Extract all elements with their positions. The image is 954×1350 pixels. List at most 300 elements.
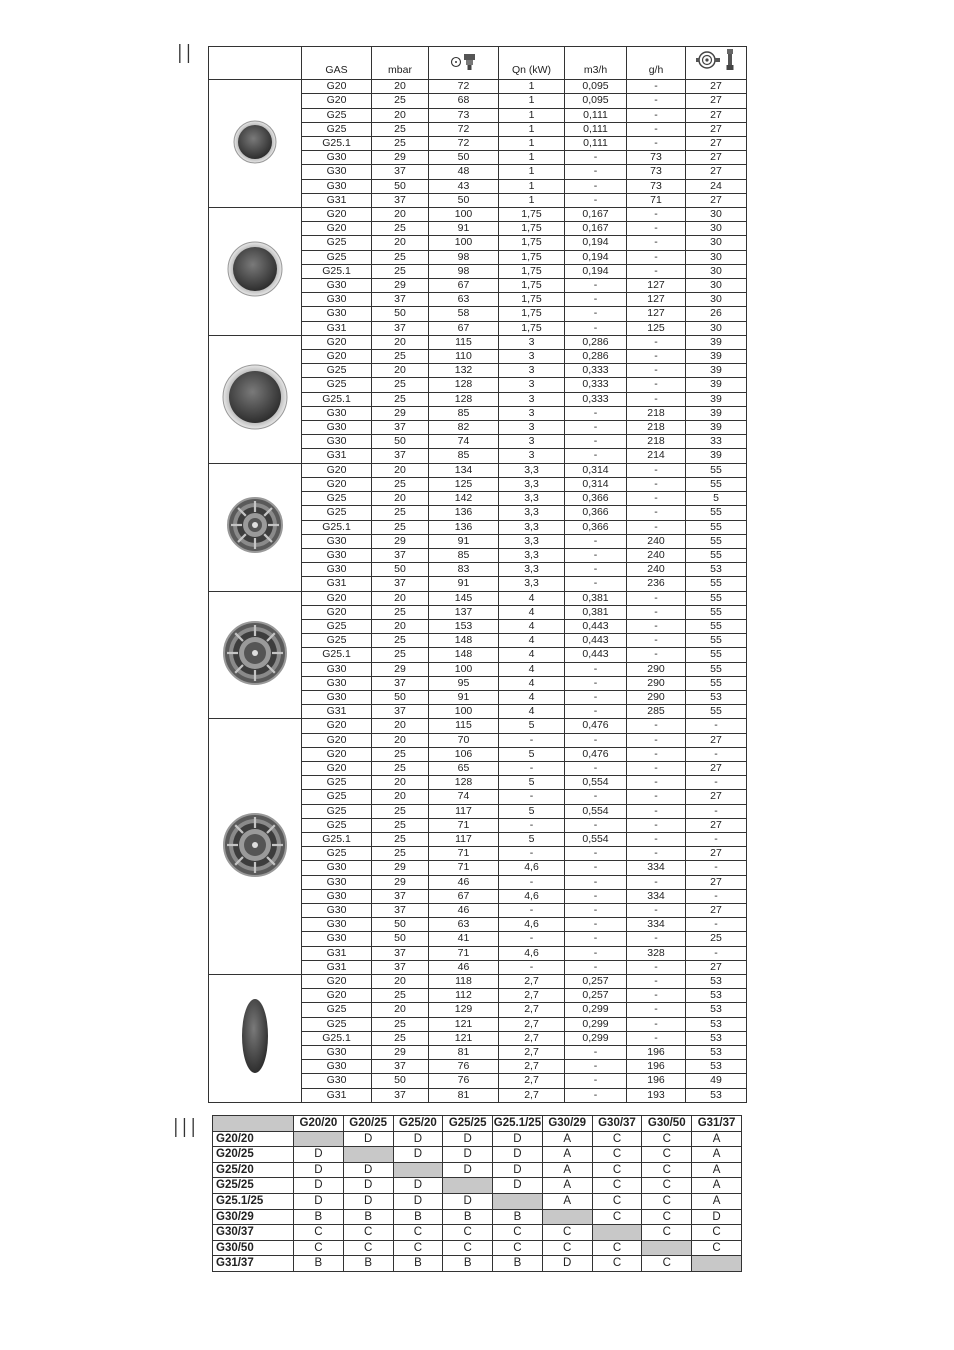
table-cell: 3,3 bbox=[499, 520, 565, 534]
table-cell: 3 bbox=[499, 435, 565, 449]
table-cell: 73 bbox=[429, 108, 499, 122]
table-cell: 55 bbox=[686, 520, 747, 534]
table-cell: 53 bbox=[686, 1017, 747, 1031]
table-cell: 4,6 bbox=[499, 861, 565, 875]
table-cell: 3,3 bbox=[499, 492, 565, 506]
table-cell: 128 bbox=[429, 378, 499, 392]
table-cell: 25 bbox=[372, 648, 429, 662]
conversion-cell: C bbox=[592, 1131, 642, 1147]
conversion-column-header: G30/29 bbox=[542, 1116, 592, 1132]
table-cell: G20 bbox=[302, 975, 372, 989]
table-cell: 117 bbox=[429, 804, 499, 818]
table-cell: 3 bbox=[499, 392, 565, 406]
table-cell: 1,75 bbox=[499, 293, 565, 307]
table-cell: - bbox=[565, 903, 627, 917]
table-cell: 24 bbox=[686, 179, 747, 193]
table-cell: 50 bbox=[372, 918, 429, 932]
conversion-column-header: G20/25 bbox=[343, 1116, 393, 1132]
table-cell: 0,443 bbox=[565, 634, 627, 648]
conversion-cell: B bbox=[294, 1209, 344, 1225]
table-cell: 1 bbox=[499, 137, 565, 151]
table-cell: 0,366 bbox=[565, 506, 627, 520]
table-cell: 236 bbox=[627, 577, 686, 591]
table-cell: 37 bbox=[372, 960, 429, 974]
table-cell: 2,7 bbox=[499, 1003, 565, 1017]
table-cell: - bbox=[499, 932, 565, 946]
table-cell: 1,75 bbox=[499, 236, 565, 250]
table-cell: 20 bbox=[372, 790, 429, 804]
table-cell: - bbox=[627, 790, 686, 804]
table-cell: 83 bbox=[429, 563, 499, 577]
conversion-cell: D bbox=[393, 1178, 443, 1194]
conversion-cell: A bbox=[542, 1193, 592, 1209]
table-cell: G31 bbox=[302, 321, 372, 335]
table-cell: G30 bbox=[302, 1046, 372, 1060]
table-cell: 118 bbox=[429, 975, 499, 989]
conversion-corner bbox=[213, 1116, 294, 1132]
conversion-diagonal-cell bbox=[542, 1209, 592, 1225]
table-cell: - bbox=[627, 506, 686, 520]
table-cell: 110 bbox=[429, 350, 499, 364]
table-cell: - bbox=[627, 605, 686, 619]
table-cell: 25 bbox=[372, 832, 429, 846]
table-cell: 25 bbox=[372, 477, 429, 491]
table-cell: 112 bbox=[429, 989, 499, 1003]
table-cell: - bbox=[565, 406, 627, 420]
table-cell: 76 bbox=[429, 1074, 499, 1088]
table-cell: 2,7 bbox=[499, 975, 565, 989]
header-qn: Qn (kW) bbox=[499, 47, 565, 80]
table-cell: 1 bbox=[499, 122, 565, 136]
conversion-cell: A bbox=[692, 1193, 742, 1209]
table-cell: 0,554 bbox=[565, 804, 627, 818]
table-cell: 85 bbox=[429, 548, 499, 562]
conversion-row-header: G25.1/25 bbox=[213, 1193, 294, 1209]
table-cell: 72 bbox=[429, 137, 499, 151]
table-cell: 29 bbox=[372, 151, 429, 165]
table-cell: 25 bbox=[372, 350, 429, 364]
table-cell: G30 bbox=[302, 932, 372, 946]
table-cell: 0,333 bbox=[565, 392, 627, 406]
table-cell: 2,7 bbox=[499, 1031, 565, 1045]
table-cell: 218 bbox=[627, 435, 686, 449]
table-cell: 53 bbox=[686, 1003, 747, 1017]
table-cell: - bbox=[565, 861, 627, 875]
table-cell: 49 bbox=[686, 1074, 747, 1088]
conversion-row-header: G31/37 bbox=[213, 1256, 294, 1272]
table-cell: - bbox=[627, 1017, 686, 1031]
table-cell: - bbox=[627, 236, 686, 250]
table-cell: - bbox=[565, 946, 627, 960]
table-cell: G25.1 bbox=[302, 1031, 372, 1045]
table-cell: 129 bbox=[429, 1003, 499, 1017]
table-cell: 29 bbox=[372, 861, 429, 875]
table-cell: G30 bbox=[302, 421, 372, 435]
table-cell: - bbox=[565, 932, 627, 946]
conversion-cell: B bbox=[443, 1256, 493, 1272]
conversion-cell: C bbox=[343, 1240, 393, 1256]
table-cell: 25 bbox=[372, 1031, 429, 1045]
conversion-cell: D bbox=[493, 1131, 543, 1147]
table-cell: 100 bbox=[429, 705, 499, 719]
conversion-row bbox=[213, 1162, 742, 1178]
table-cell: 71 bbox=[627, 193, 686, 207]
table-cell: 4,6 bbox=[499, 889, 565, 903]
table-cell: 1,75 bbox=[499, 264, 565, 278]
table-cell: - bbox=[686, 946, 747, 960]
table-cell: 25 bbox=[372, 137, 429, 151]
table-cell: 37 bbox=[372, 676, 429, 690]
table-cell: - bbox=[627, 350, 686, 364]
conversion-cell: C bbox=[393, 1240, 443, 1256]
table-cell: - bbox=[627, 634, 686, 648]
conversion-cell: D bbox=[443, 1162, 493, 1178]
table-cell: - bbox=[627, 832, 686, 846]
table-cell: G20 bbox=[302, 989, 372, 1003]
conversion-row bbox=[213, 1209, 742, 1225]
conversion-column-header: G25.1/25 bbox=[493, 1116, 543, 1132]
table-cell: 334 bbox=[627, 861, 686, 875]
table-cell: 20 bbox=[372, 1003, 429, 1017]
table-cell: - bbox=[565, 421, 627, 435]
table-cell: 196 bbox=[627, 1046, 686, 1060]
table-cell: - bbox=[565, 1046, 627, 1060]
table-cell: - bbox=[499, 761, 565, 775]
table-cell: 3 bbox=[499, 421, 565, 435]
conversion-row bbox=[213, 1193, 742, 1209]
table-cell: G30 bbox=[302, 548, 372, 562]
conversion-row-header: G20/20 bbox=[213, 1131, 294, 1147]
conversion-cell: A bbox=[542, 1147, 592, 1163]
table-cell: 1 bbox=[499, 165, 565, 179]
table-cell: 39 bbox=[686, 392, 747, 406]
table-cell: 3,3 bbox=[499, 548, 565, 562]
table-cell: - bbox=[627, 619, 686, 633]
table-cell: 30 bbox=[686, 293, 747, 307]
table-cell: 39 bbox=[686, 335, 747, 349]
table-cell: - bbox=[565, 279, 627, 293]
table-cell: 5 bbox=[499, 719, 565, 733]
conversion-row-header: G30/50 bbox=[213, 1240, 294, 1256]
conversion-cell: D bbox=[294, 1162, 344, 1178]
table-cell: 0,381 bbox=[565, 591, 627, 605]
conversion-cell: D bbox=[692, 1209, 742, 1225]
table-cell: 46 bbox=[429, 903, 499, 917]
table-cell: 121 bbox=[429, 1017, 499, 1031]
table-row bbox=[209, 335, 747, 349]
wok-burner-large-icon bbox=[215, 805, 295, 885]
conversion-column-header: G20/20 bbox=[294, 1116, 344, 1132]
table-cell: 5 bbox=[686, 492, 747, 506]
table-cell: - bbox=[565, 321, 627, 335]
table-cell: - bbox=[565, 875, 627, 889]
table-cell: 53 bbox=[686, 1060, 747, 1074]
table-cell: 25 bbox=[372, 392, 429, 406]
table-cell: 27 bbox=[686, 960, 747, 974]
conversion-cell: C bbox=[642, 1256, 692, 1272]
table-cell: 132 bbox=[429, 364, 499, 378]
conversion-cell: C bbox=[692, 1240, 742, 1256]
table-cell: 0,167 bbox=[565, 208, 627, 222]
table-cell: G20 bbox=[302, 463, 372, 477]
table-cell: - bbox=[627, 719, 686, 733]
table-cell: - bbox=[565, 293, 627, 307]
table-cell: 37 bbox=[372, 1088, 429, 1102]
table-cell: 68 bbox=[429, 94, 499, 108]
table-cell: - bbox=[627, 94, 686, 108]
table-cell: - bbox=[627, 818, 686, 832]
conversion-cell: C bbox=[592, 1147, 642, 1163]
table-cell: G25 bbox=[302, 364, 372, 378]
conversion-cell: B bbox=[393, 1209, 443, 1225]
table-cell: 145 bbox=[429, 591, 499, 605]
burner-picture-cell bbox=[209, 591, 302, 719]
table-cell: 25 bbox=[372, 605, 429, 619]
table-cell: 76 bbox=[429, 1060, 499, 1074]
table-cell: 4,6 bbox=[499, 946, 565, 960]
table-cell: G20 bbox=[302, 733, 372, 747]
table-cell: - bbox=[686, 832, 747, 846]
table-cell: 27 bbox=[686, 903, 747, 917]
table-cell: G31 bbox=[302, 960, 372, 974]
table-cell: 53 bbox=[686, 563, 747, 577]
conversion-cell: D bbox=[393, 1193, 443, 1209]
table-cell: 50 bbox=[372, 179, 429, 193]
table-cell: G25 bbox=[302, 634, 372, 648]
conversion-row bbox=[213, 1178, 742, 1194]
table-cell: - bbox=[627, 989, 686, 1003]
table-cell: 5 bbox=[499, 832, 565, 846]
table-cell: 0,194 bbox=[565, 236, 627, 250]
table-cell: - bbox=[565, 435, 627, 449]
table-cell: - bbox=[627, 875, 686, 889]
fish-burner-icon bbox=[215, 996, 295, 1076]
table-cell: 37 bbox=[372, 548, 429, 562]
table-cell: - bbox=[627, 122, 686, 136]
table-cell: - bbox=[565, 563, 627, 577]
table-cell: 3 bbox=[499, 335, 565, 349]
table-cell: 85 bbox=[429, 449, 499, 463]
table-cell: 20 bbox=[372, 208, 429, 222]
table-cell: 53 bbox=[686, 975, 747, 989]
wok-burner-small-icon bbox=[215, 485, 295, 565]
conversion-cell: C bbox=[592, 1193, 642, 1209]
conversion-cell: C bbox=[294, 1240, 344, 1256]
table-cell: 55 bbox=[686, 619, 747, 633]
table-cell: - bbox=[565, 676, 627, 690]
section-label-iii: III bbox=[172, 1114, 199, 1144]
table-cell: G31 bbox=[302, 705, 372, 719]
table-cell: G31 bbox=[302, 946, 372, 960]
table-cell: 100 bbox=[429, 208, 499, 222]
table-cell: 50 bbox=[429, 193, 499, 207]
table-cell: - bbox=[565, 705, 627, 719]
table-cell: 50 bbox=[372, 563, 429, 577]
table-cell: 20 bbox=[372, 975, 429, 989]
conversion-cell: B bbox=[343, 1209, 393, 1225]
table-cell: - bbox=[499, 903, 565, 917]
table-cell: 0,111 bbox=[565, 137, 627, 151]
table-cell: 240 bbox=[627, 534, 686, 548]
table-cell: 196 bbox=[627, 1060, 686, 1074]
table-cell: 39 bbox=[686, 421, 747, 435]
table-cell: 20 bbox=[372, 108, 429, 122]
conversion-cell: C bbox=[493, 1225, 543, 1241]
table-cell: - bbox=[565, 1060, 627, 1074]
table-cell: - bbox=[627, 648, 686, 662]
table-cell: 27 bbox=[686, 122, 747, 136]
conversion-cell: B bbox=[393, 1256, 443, 1272]
table-cell: 27 bbox=[686, 875, 747, 889]
table-cell: - bbox=[627, 733, 686, 747]
conversion-cell: D bbox=[393, 1147, 443, 1163]
table-cell: 25 bbox=[372, 634, 429, 648]
conversion-cell: C bbox=[542, 1240, 592, 1256]
table-cell: 20 bbox=[372, 776, 429, 790]
table-cell: G25 bbox=[302, 1003, 372, 1017]
burner-picture-cell bbox=[209, 80, 302, 208]
table-cell: 121 bbox=[429, 1031, 499, 1045]
conversion-cell: C bbox=[642, 1193, 692, 1209]
table-cell: - bbox=[627, 463, 686, 477]
table-cell: 85 bbox=[429, 406, 499, 420]
table-cell: 25 bbox=[372, 1017, 429, 1031]
table-cell: G25 bbox=[302, 236, 372, 250]
table-cell: G25 bbox=[302, 804, 372, 818]
table-cell: 134 bbox=[429, 463, 499, 477]
table-cell: 25 bbox=[372, 264, 429, 278]
conversion-cell: B bbox=[343, 1256, 393, 1272]
table-cell: - bbox=[686, 747, 747, 761]
table-cell: 91 bbox=[429, 577, 499, 591]
table-cell: - bbox=[499, 790, 565, 804]
table-cell: 3 bbox=[499, 364, 565, 378]
table-cell: 74 bbox=[429, 435, 499, 449]
table-cell: 127 bbox=[627, 307, 686, 321]
table-cell: 4 bbox=[499, 690, 565, 704]
table-cell: G20 bbox=[302, 208, 372, 222]
table-cell: G30 bbox=[302, 875, 372, 889]
table-cell: 73 bbox=[627, 151, 686, 165]
table-cell: G30 bbox=[302, 903, 372, 917]
table-cell: G25.1 bbox=[302, 137, 372, 151]
table-cell: 73 bbox=[627, 165, 686, 179]
header-gas: GAS bbox=[302, 47, 372, 80]
table-cell: 1,75 bbox=[499, 250, 565, 264]
table-cell: 100 bbox=[429, 236, 499, 250]
table-cell: 25 bbox=[372, 804, 429, 818]
table-cell: G30 bbox=[302, 1060, 372, 1074]
conversion-column-header: G31/37 bbox=[692, 1116, 742, 1132]
table-cell: 0,443 bbox=[565, 648, 627, 662]
table-cell: 4 bbox=[499, 591, 565, 605]
table-cell: 55 bbox=[686, 477, 747, 491]
table-cell: 20 bbox=[372, 364, 429, 378]
table-cell: 48 bbox=[429, 165, 499, 179]
table-cell: - bbox=[565, 548, 627, 562]
table-cell: 37 bbox=[372, 903, 429, 917]
nozzle-icon bbox=[450, 51, 478, 73]
table-cell: G20 bbox=[302, 761, 372, 775]
table-cell: - bbox=[627, 932, 686, 946]
table-cell: 39 bbox=[686, 449, 747, 463]
table-cell: - bbox=[686, 861, 747, 875]
table-cell: 74 bbox=[429, 790, 499, 804]
table-cell: - bbox=[499, 875, 565, 889]
conversion-cell: D bbox=[294, 1178, 344, 1194]
table-cell: G20 bbox=[302, 80, 372, 94]
table-cell: 0,443 bbox=[565, 619, 627, 633]
table-cell: 4 bbox=[499, 705, 565, 719]
table-cell: 0,381 bbox=[565, 605, 627, 619]
table-cell: 50 bbox=[372, 307, 429, 321]
table-cell: - bbox=[499, 818, 565, 832]
table-cell: G25 bbox=[302, 1017, 372, 1031]
table-cell: 1,75 bbox=[499, 321, 565, 335]
table-cell: - bbox=[627, 847, 686, 861]
table-cell: 55 bbox=[686, 676, 747, 690]
conversion-cell: D bbox=[493, 1178, 543, 1194]
conversion-cell: C bbox=[443, 1225, 493, 1241]
table-cell: 3 bbox=[499, 350, 565, 364]
table-cell: - bbox=[627, 1003, 686, 1017]
table-cell: G20 bbox=[302, 591, 372, 605]
table-cell: 55 bbox=[686, 705, 747, 719]
small-burner-icon bbox=[215, 102, 295, 182]
table-cell: 30 bbox=[686, 321, 747, 335]
table-cell: G20 bbox=[302, 94, 372, 108]
table-cell: 4 bbox=[499, 605, 565, 619]
table-cell: 0,554 bbox=[565, 832, 627, 846]
table-cell: 58 bbox=[429, 307, 499, 321]
table-cell: 20 bbox=[372, 335, 429, 349]
table-cell: G25 bbox=[302, 108, 372, 122]
conversion-diagonal-cell bbox=[642, 1240, 692, 1256]
conversion-diagonal-cell bbox=[493, 1193, 543, 1209]
table-cell: 2,7 bbox=[499, 1060, 565, 1074]
table-cell: 27 bbox=[686, 818, 747, 832]
conversion-cell: D bbox=[443, 1193, 493, 1209]
table-cell: - bbox=[627, 804, 686, 818]
conversion-cell: D bbox=[294, 1193, 344, 1209]
conversion-cell: D bbox=[343, 1178, 393, 1194]
table-cell: 26 bbox=[686, 307, 747, 321]
conversion-diagonal-cell bbox=[592, 1225, 642, 1241]
table-cell: 3,3 bbox=[499, 463, 565, 477]
table-cell: 0,095 bbox=[565, 94, 627, 108]
table-cell: 1,75 bbox=[499, 222, 565, 236]
table-cell: 91 bbox=[429, 222, 499, 236]
table-cell: 20 bbox=[372, 719, 429, 733]
table-cell: 1,75 bbox=[499, 208, 565, 222]
table-cell: 0,333 bbox=[565, 378, 627, 392]
table-cell: 2,7 bbox=[499, 1046, 565, 1060]
table-cell: G20 bbox=[302, 335, 372, 349]
table-cell: G20 bbox=[302, 719, 372, 733]
table-cell: 91 bbox=[429, 534, 499, 548]
table-cell: 29 bbox=[372, 662, 429, 676]
table-cell: G25.1 bbox=[302, 832, 372, 846]
table-cell: 20 bbox=[372, 733, 429, 747]
table-cell: - bbox=[565, 193, 627, 207]
table-cell: 67 bbox=[429, 321, 499, 335]
table-cell: 125 bbox=[627, 321, 686, 335]
table-cell: 53 bbox=[686, 690, 747, 704]
conversion-diagonal-cell bbox=[443, 1178, 493, 1194]
table-cell: 20 bbox=[372, 492, 429, 506]
table-cell: G20 bbox=[302, 350, 372, 364]
table-cell: G25 bbox=[302, 790, 372, 804]
